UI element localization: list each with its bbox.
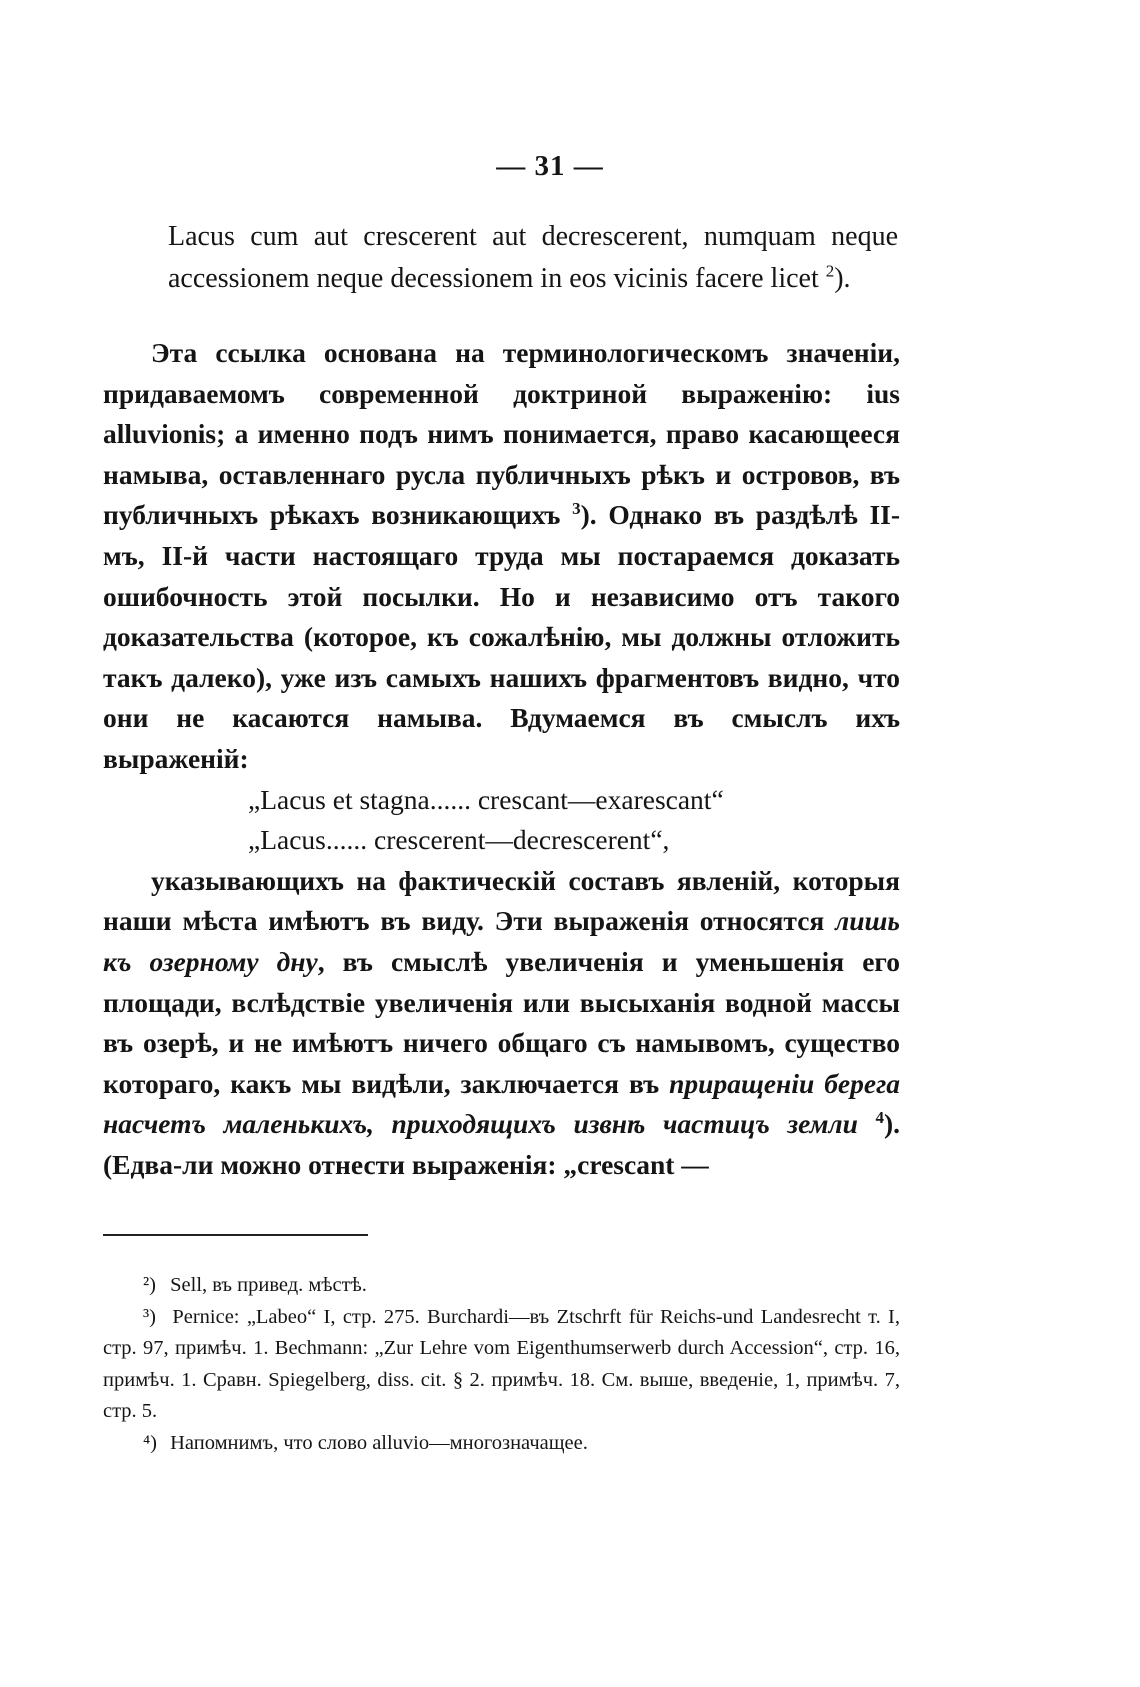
footnote-text: Pernice: „Labeo“ I, стр. 275. Burchardi—въ Ztschrft für Reichs-und Landesrecht т. I, стр. 97, примѣч. 1. Bechmann: „Zur Lehre vom Eigenthumserwerb durch Accession“, стр. 16, примѣч. 1. Сравн. Spiegelberg, diss. cit. § 2. примѣч. 18. См. выше, введеніе, 1, примѣч. 7, стр. 5.	[103, 1305, 900, 1422]
footnotes	[103, 1270, 900, 1459]
paragraph-1-text-a: Эта ссылка основана на терминологическомъ значеніи, придаваемомъ современной доктриной выраженію: ius alluvionis; а именно подъ нимъ понимается, право касающееся намыва, оставленнаго русла публичныхъ рѣкъ и островов, въ публичныхъ рѣкахъ возникающихъ	[103, 337, 900, 531]
body-text	[103, 333, 900, 1185]
paragraph-2-text-b: , въ смыслѣ увеличенія и уменьшенія его площади, вслѣдствіе увеличенія или высыханія водной массы въ озерѣ, и не имѣютъ ничего общаго съ намывомъ, существо котораго, какъ мы видѣли, заключается въ	[103, 945, 900, 1099]
paragraph-2-emphasis-2: приращеніи берега насчетъ маленькихъ, приходящихъ извнѣ частицъ земли	[103, 1067, 901, 1140]
latin-quote-text: Lacus cum aut crescerent aut decrescerent, numquam neque accessionem neque decessionem in eos vicinis facere licet	[168, 221, 898, 294]
paragraph-1-text-b: ). Однако въ раздѣлѣ II-мъ, II-й части настоящаго труда мы постараемся доказать ошибочность этой посылки. Но и независимо отъ такого доказательства (которое, къ сожалѣнію, мы должны отложить такъ далеко), уже изъ самыхъ нашихъ фрагментовъ видно, что они не касаются намыва. Вдумаемся въ смыслъ ихъ выраженій:	[103, 499, 901, 774]
page-number: — 31 —	[496, 150, 604, 182]
paragraph-2-text-a: указывающихъ на фактическій составъ явленій, которыя наши мѣста имѣютъ въ виду. Эти выраженія относятся	[103, 864, 900, 937]
latin-quote	[168, 216, 898, 300]
footnote-marker: ⁴)	[143, 1431, 157, 1454]
footnote-marker: ³)	[143, 1305, 156, 1328]
footnote-4	[103, 1428, 900, 1460]
quote-line-1: „Lacus et stagna...... crescant—exarescant“	[248, 783, 724, 815]
paragraph-1	[103, 333, 900, 780]
footnote-text: Напомнимъ, что слово alluvio—многозначащее.	[170, 1431, 588, 1454]
footnote-3	[103, 1302, 900, 1428]
footnote-divider	[103, 1234, 368, 1236]
footnote-ref-2: 2	[825, 261, 835, 281]
quote-line-2: „Lacus...... crescerent—decrescerent“,	[248, 824, 670, 856]
paragraph-2-emphasis-1: лишь къ озерному дну	[103, 905, 900, 977]
footnote-text: Sell, въ привед. мѣстѣ.	[170, 1274, 367, 1296]
paragraph-2	[103, 861, 900, 1186]
footnote-ref-3: 3	[572, 499, 581, 519]
footnote-marker: ²)	[143, 1274, 156, 1296]
paragraph-2-text-c: ). (Едва-ли можно отнести выраженія: „crescant —	[103, 1108, 900, 1180]
footnote-2	[103, 1270, 900, 1302]
latin-quote-end: ).	[834, 263, 851, 294]
footnote-ref-4: 4	[875, 1108, 884, 1128]
